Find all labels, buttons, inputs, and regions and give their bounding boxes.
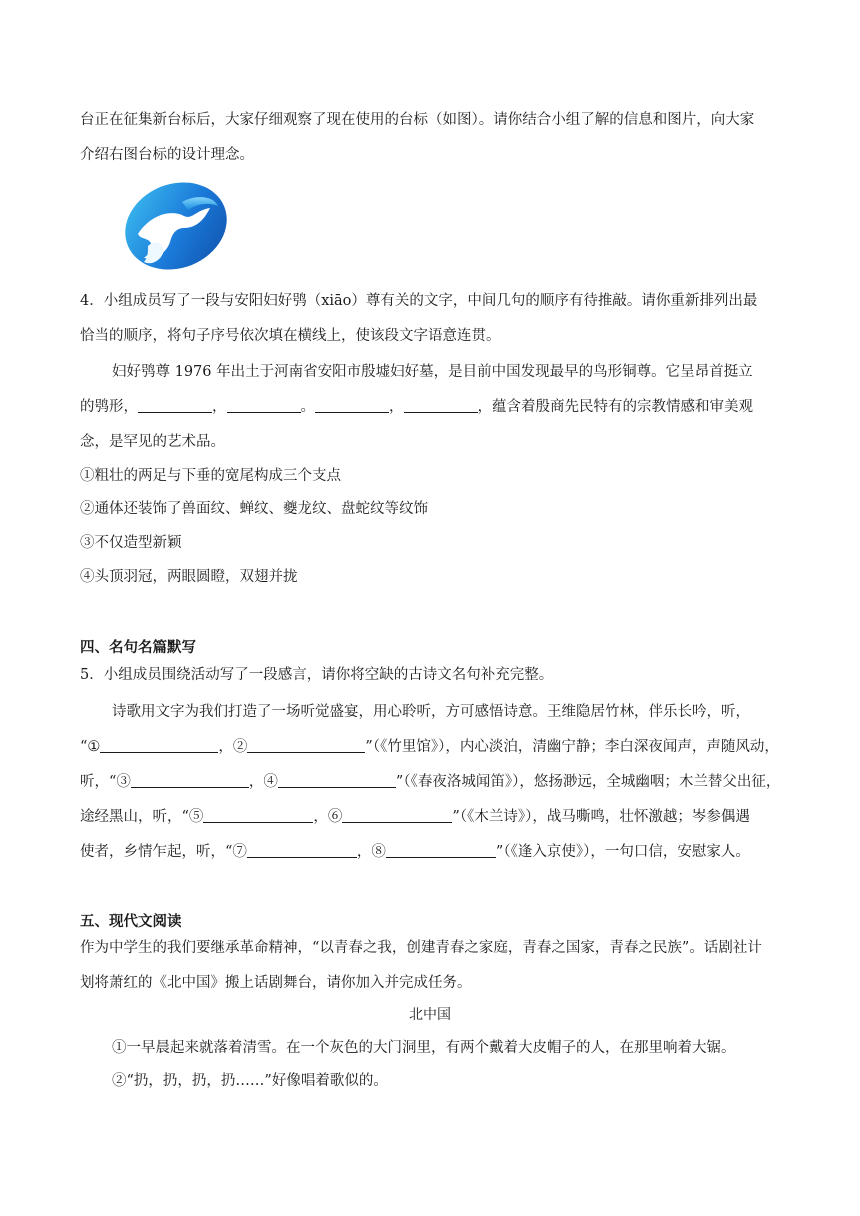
separator-period: 。 (300, 399, 315, 415)
intro-text-line-2: 介绍右图台标的设计理念。 (80, 147, 254, 163)
q4-para-start: 的鸮形， (80, 399, 138, 415)
passage-title: 北中国 (409, 1007, 451, 1023)
answer-blank-1[interactable] (138, 398, 212, 413)
section-4-heading: 四、名句名篇默写 (80, 640, 196, 656)
section-5-heading: 五、现代文阅读 (80, 914, 182, 930)
question-4-line-1: 4．小组成员写了一段与安阳妇好鸮（xiāo）尊有关的文字，中间几句的顺序有待推敲。请你重新排列出最 (80, 293, 758, 309)
q5-paragraph-line-1: 诗歌用文字为我们打造了一场听觉盛宴，用心聆听，方可感悟诗意。王维隐居竹林，伴乐长吟，听， (112, 704, 750, 720)
poem-blank-6[interactable] (342, 808, 452, 823)
option-3: ③不仅造型新颖 (80, 535, 182, 551)
q5-paragraph-line-3 (80, 772, 790, 792)
blank-label-6: ，⑥ (313, 809, 343, 825)
poem-blank-7[interactable] (247, 843, 357, 858)
option-4: ④头顶羽冠，两眼圆瞪，双翅并拢 (80, 569, 298, 585)
poem-blank-5[interactable] (203, 808, 313, 823)
blank-label-4: ，④ (248, 774, 278, 790)
poem-blank-1[interactable] (100, 738, 218, 753)
poem-blank-8[interactable] (386, 843, 496, 858)
blank-label-2: ，② (218, 739, 248, 755)
quote-open-3: 听，“③ (80, 774, 131, 790)
quote-open-5: 途经黑山，听，“⑤ (80, 809, 204, 825)
q5-paragraph-line-5 (80, 842, 790, 862)
q4-paragraph-line-3: 念，是罕见的艺术品。 (80, 434, 225, 450)
blank-label-8: ，⑧ (356, 844, 386, 860)
q5-paragraph-line-2 (80, 737, 790, 757)
answer-blank-3[interactable] (315, 398, 389, 413)
section-5-line-1: 作为中学生的我们要继承革命精神，“以青春之我，创建青春之家庭，青春之国家，青春之民族”。话剧社计 (80, 940, 762, 956)
quote-open-7: 使者，乡情乍起，听，“⑦ (80, 844, 247, 860)
poem-blank-3[interactable] (131, 773, 249, 788)
tv-station-logo-icon (118, 180, 230, 274)
q5-line-2-end: ”（《竹里馆》），内心淡泊，清幽宁静；李白深夜闻声，声随风动， (365, 739, 779, 755)
option-1: ①粗壮的两足与下垂的宽尾构成三个支点 (80, 468, 341, 484)
passage-paragraph-2: ②“扔，扔，扔，扔……”好像唱着歌似的。 (112, 1073, 388, 1089)
poem-blank-4[interactable] (278, 773, 396, 788)
separator-comma: ， (389, 399, 404, 415)
separator-comma: ， (212, 399, 227, 415)
answer-blank-4[interactable] (404, 398, 478, 413)
quote-open-1: “① (80, 739, 101, 755)
q5-line-5-end: ”（《逢入京使》），一句口信，安慰家人。 (495, 844, 750, 860)
q4-para-end: ，蕴含着殷商先民特有的宗教情感和审美观 (477, 399, 753, 415)
question-5-line: 5．小组成员围绕活动写了一段感言，请你将空缺的古诗文名句补充完整。 (80, 667, 554, 683)
q5-line-3-end: ”（《春夜洛城闻笛》），悠扬渺远，全城幽咽；木兰替父出征， (395, 774, 781, 790)
question-4-line-2: 恰当的顺序，将句子序号依次填在横线上，使该段文字语意连贯。 (80, 328, 501, 344)
q4-paragraph-line-2 (80, 397, 790, 417)
intro-text-line-1: 台正在征集新台标后，大家仔细观察了现在使用的台标（如图）。请你结合小组了解的信息和图片，向大家 (80, 112, 755, 128)
section-5-line-2: 划将萧红的《北中国》搬上话剧舞台，请你加入并完成任务。 (80, 975, 472, 991)
option-2: ②通体还装饰了兽面纹、蝉纹、夔龙纹、盘蛇纹等纹饰 (80, 501, 428, 517)
answer-blank-2[interactable] (227, 398, 301, 413)
q5-paragraph-line-4 (80, 807, 790, 827)
q5-line-4-end: ”（《木兰诗》），战马嘶鸣，壮怀激越；岑参偶遇 (452, 809, 750, 825)
q4-paragraph-line-1: 妇好鸮尊 1976 年出土于河南省安阳市殷墟妇好墓，是目前中国发现最早的鸟形铜尊。它呈昂首挺立 (112, 364, 753, 380)
passage-paragraph-1: ①一早晨起来就落着清雪。在一个灰色的大门洞里，有两个戴着大皮帽子的人，在那里响着大锯。 (112, 1040, 736, 1056)
poem-blank-2[interactable] (247, 738, 365, 753)
